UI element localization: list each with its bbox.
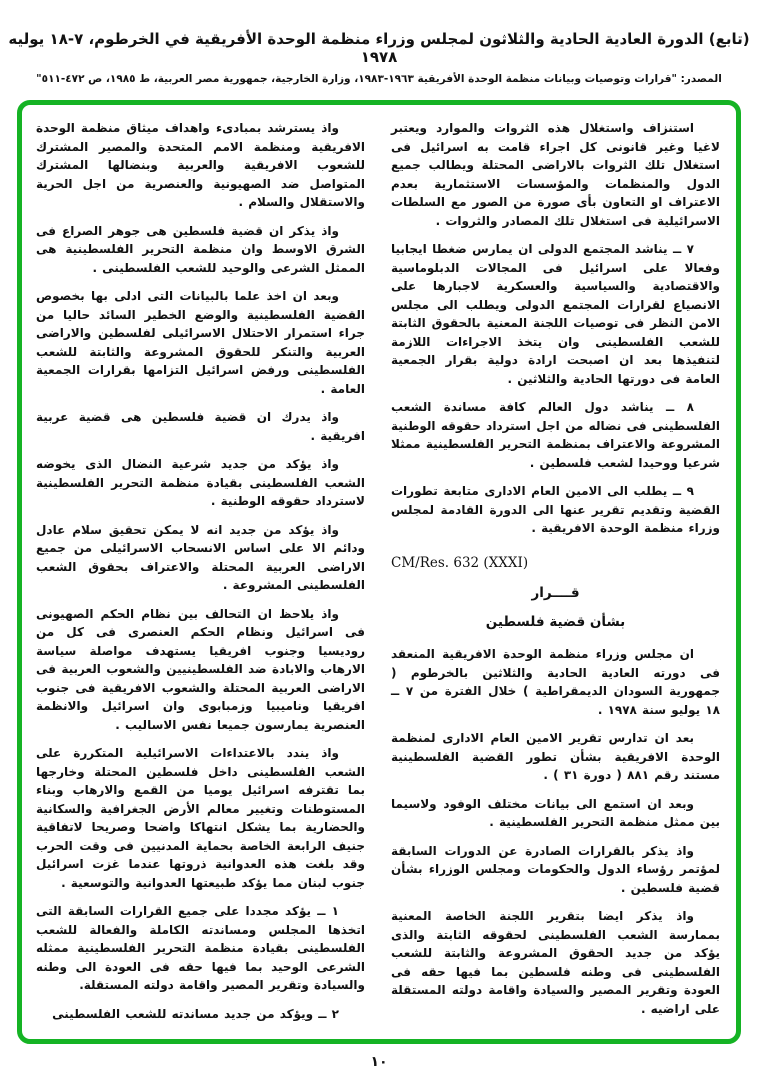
paragraph: بعد ان تدارس تقرير الامين العام الادارى لمنظمة الوحدة الافريقية بشأن تطور القضية الفلسطينية مستند رقم ٨٨١ ( دورة ٣١ ) . bbox=[391, 731, 720, 782]
resolution-reference: CM/Res. 632 (XXXI) bbox=[391, 554, 529, 571]
paragraph-item-9: ٩ ــ يطلب الى الامين العام الادارى متابعة تطورات القضية وتقديم تقرير عنها الى الدورة القادمة لمجلس وزراء منظمة الوحدة الافريقية . bbox=[391, 484, 720, 535]
paragraph: واذ يلاحظ ان التحالف بين نظام الحكم الصهيونى فى اسرائيل ونظام الحكم العنصرى فى كل من روديسيا وجنوب افريقيا يستهدف مواصلة سياسة الارهاب والابادة ضد الفلسطينيين والشعوب العربية فى الاراضى العربية المحتلة والشعوب الافريقية فى جنوب افريقيا وناميبيا وزمبابوى وان اسرائيل والانظمة العنصرية يمارسون جميعا نفس الاساليب . bbox=[36, 606, 365, 732]
two-column-layout bbox=[36, 119, 720, 1029]
paragraph: واذ يذكر ايضا بتقرير اللجنة الخاصة المعنية بممارسة الشعب الفلسطينى لحقوقه الثابتة والذى يؤكد من جديد الحقوق المشروعة والثابتة للشعب الفلسطينى فى وطنه فلسطين بما فيها حقه فى العودة وتقرير المصير والسيادة واقامة دولته المستقلة على اراضيه . bbox=[391, 909, 720, 1016]
paragraph: واذ يؤكد من جديد شرعية النضال الذى يخوضه الشعب الفلسطينى بقيادة منظمة التحرير الفلسطينية لاسترداد حقوقه الوطنية . bbox=[36, 457, 365, 508]
page-number: ١٠ bbox=[370, 1054, 388, 1070]
right-column bbox=[391, 119, 720, 1029]
paragraph: واذ يدرك ان قضية فلسطين هى قضية عربية افريقية . bbox=[36, 410, 365, 443]
document-frame bbox=[17, 100, 741, 1044]
paragraph: واذ يؤكد من جديد انه لا يمكن تحقيق سلام عادل ودائم الا على اساس الانسحاب الاسرائيلى من جميع الاراضى العربية المحتلة والاعتراف بحقوق الشعب الفلسطينى المشروعة . bbox=[36, 522, 365, 592]
paragraph-item-8: ٨ ــ يناشد دول العالم كافة مساندة الشعب الفلسطينى فى نضاله من اجل استرداد حقوقه الوطنية المشروعة والاعتراف بمنظمة التحرير الفلسطينية ممثلا شرعيا ووحيدا لشعب فلسطين . bbox=[391, 400, 720, 470]
paragraph: واذ يسترشد بمبادىء واهداف ميثاق منظمة الوحدة الافريقية ومنظمة الامم المتحدة والمصير المشترك للشعوب الافريقية والعربية وبنضالها المشترك المتواصل ضد الصهيونية والعنصرية من اجل الحرية والاستقلال والسلام . bbox=[36, 121, 365, 209]
paragraph: واذ يذكر ان قضية فلسطين هى جوهر الصراع فى الشرق الاوسط وان منظمة التحرير الفلسطينية هى الممثل الشرعى والوحيد للشعب الفلسطينى . bbox=[36, 223, 365, 275]
paragraph: وبعد ان اخذ علما بالبيانات التى ادلى بها بخصوص القضية الفلسطينية والوضع الخطير السائد حاليا من جراء استمرار الاحتلال الاسرائيلى لفلسطين والاراضى العربية والتنكر للحقوق المشروعة والثابتة للشعب الفلسطينى ورفض اسرائيل التزامها بقرارات الجمعية العامة . bbox=[36, 289, 365, 396]
resolution-title: قــــرار bbox=[531, 585, 580, 601]
page-header bbox=[0, 0, 758, 85]
paragraph: وبعد ان استمع الى بيانات مختلف الوفود ولاسيما بين ممثل منظمة التحرير الفلسطينية . bbox=[391, 796, 720, 829]
paragraph: واذ يذكر بالقرارات الصادرة عن الدورات السابقة لمؤتمر رؤساء الدول والحكومات ومجلس الوزراء بشأن قضية فلسطين . bbox=[391, 843, 720, 895]
resolution-subtitle: بشأن قضية فلسطين bbox=[485, 613, 626, 630]
header-session-title: (تابع) الدورة العادية الحادية والثلاثون لمجلس وزراء منظمة الوحدة الأفريقية في الخرطوم، ٧-١٨ يوليه ١٩٧٨ bbox=[8, 30, 750, 66]
paragraph-item-2: ٢ ــ ويؤكد من جديد مساندته للشعب الفلسطينى bbox=[52, 1006, 339, 1021]
header-source-line: المصدر: "قرارات وتوصيات وبيانات منظمة الوحدة الأفريقية ١٩٦٣-١٩٨٣، وزارة الخارجية، جمهورية مصر العربية، ط ١٩٨٥، ص ٤٧٢-٥١١" bbox=[36, 73, 722, 85]
paragraph-item-7: ٧ ــ يناشد المجتمع الدولى ان يمارس ضغطا ايجابيا وفعالا على اسرائيل فى المجالات الدبلوماسية والاقتصادية والسياسية والعسكرية لاجبارها على الانصياع لقرارات المجتمع الدولى ويطلب الى مجلس الامن النظر فى توصيات اللجنة المعنية بالحقوق الثابتة للشعب الفلسطينى وان يتخذ الاجراءات اللازمة لتنفيذها بعد ان اصبحت ارادة دولية بقرار الجمعية العامة فى دورتها الحادية والثلاثين . bbox=[391, 242, 720, 386]
paragraph: واذ يندد بالاعتداءات الاسرائيلية المتكررة على الشعب الفلسطينى داخل فلسطين المحتلة وخارجها بما تقترفه اسرائيل يوميا من القمع والارهاب وبناء المستوطنات وتغيير معالم الأرض الجغرافية والسكانية والحضارية بما يشكل انتهاكا واضحا وصريحا لاتفاقية جنيف الرابعة الخاصة بحماية المدنيين فى وقت الحرب وقد بلغت هذه العدوانية ذروتها عندما غزت اسرائيل جنوب لبنان مما يؤكد طبيعتها العدوانية والتوسعية . bbox=[36, 746, 365, 890]
paragraph-item-1: ١ ــ يؤكد مجددا على جميع القرارات السابقة التى اتخذها المجلس ومساندته الكاملة والفعالة للشعب الفلسطينى بقيادة منظمة التحرير الفلسطينية ممثله الشرعى الوحيد بما فيها حقه فى العودة الى وطنه والسيادة وتقرير المصير واقامة دولته المستقلة. bbox=[36, 904, 365, 992]
left-column bbox=[36, 119, 365, 1029]
paragraph: استنزاف واستغلال هذه الثروات والموارد ويعتبر لاغيا وغير قانونى كل اجراء قامت به اسرائيل فى استغلال تلك الثروات بالاراضى المحتلة ويطالب جميع الدول والمنظمات والمؤسسات الاستثمارية بعدم الاعتراف او التعاون بأى صورة من الصور مع السلطات الاسرائيلية فى استغلال تلك المصادر والثروات . bbox=[391, 121, 720, 228]
paragraph: ان مجلس وزراء منظمة الوحدة الافريقية المنعقد فى دورته العادية الحادية والثلاثين بالخرطوم ( جمهورية السودان الديمقراطية ) خلال الفترة من ٧ ــ ١٨ يوليو سنة ١٩٧٨ . bbox=[391, 647, 720, 717]
